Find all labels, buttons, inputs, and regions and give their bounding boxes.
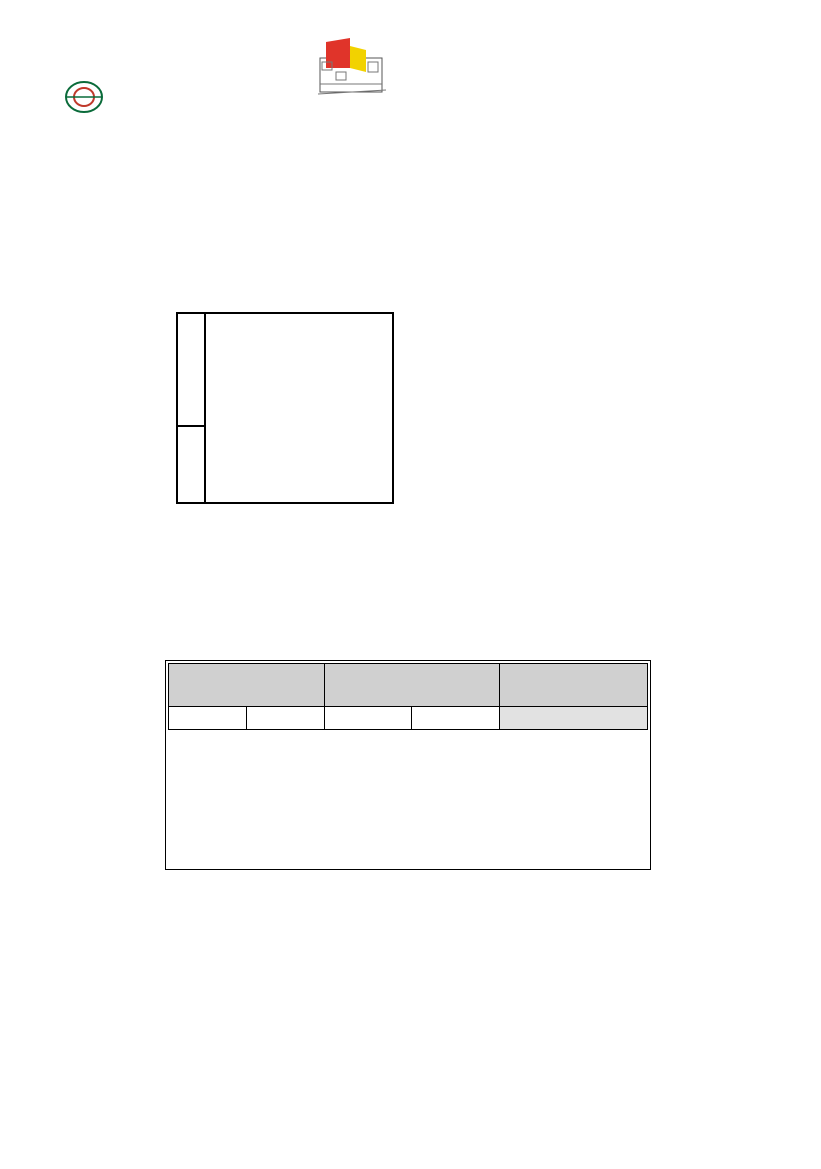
pronouns-side-labels: [178, 314, 206, 502]
pronoun-note: [421, 315, 427, 329]
header-interrogative: [500, 664, 648, 707]
ministry-logo: [70, 34, 270, 74]
subheader-interrog-single: [500, 707, 648, 730]
pronouns-section-heading: [79, 252, 91, 278]
verb-table-grid: [168, 663, 648, 730]
verb-table-body: [169, 664, 648, 730]
dre-logo: [64, 80, 194, 128]
subheader-neg-long: [324, 707, 412, 730]
side-divider: [178, 425, 204, 427]
school-building-icon: [316, 38, 392, 96]
subheader-neg-contracted: [412, 707, 500, 730]
subheader-aff-contracted: [246, 707, 324, 730]
verb-section-heading: [79, 592, 93, 618]
verb-table-subheader-row: [169, 707, 648, 730]
verb-table: [165, 660, 651, 870]
subheader-aff-long: [169, 707, 247, 730]
header-affirmative: [169, 664, 325, 707]
pronouns-table: [176, 312, 394, 504]
dre-emblem-icon: [64, 80, 104, 114]
verb-table-header-row: [169, 664, 648, 707]
school-logo: [316, 38, 392, 96]
header-negative: [324, 664, 500, 707]
